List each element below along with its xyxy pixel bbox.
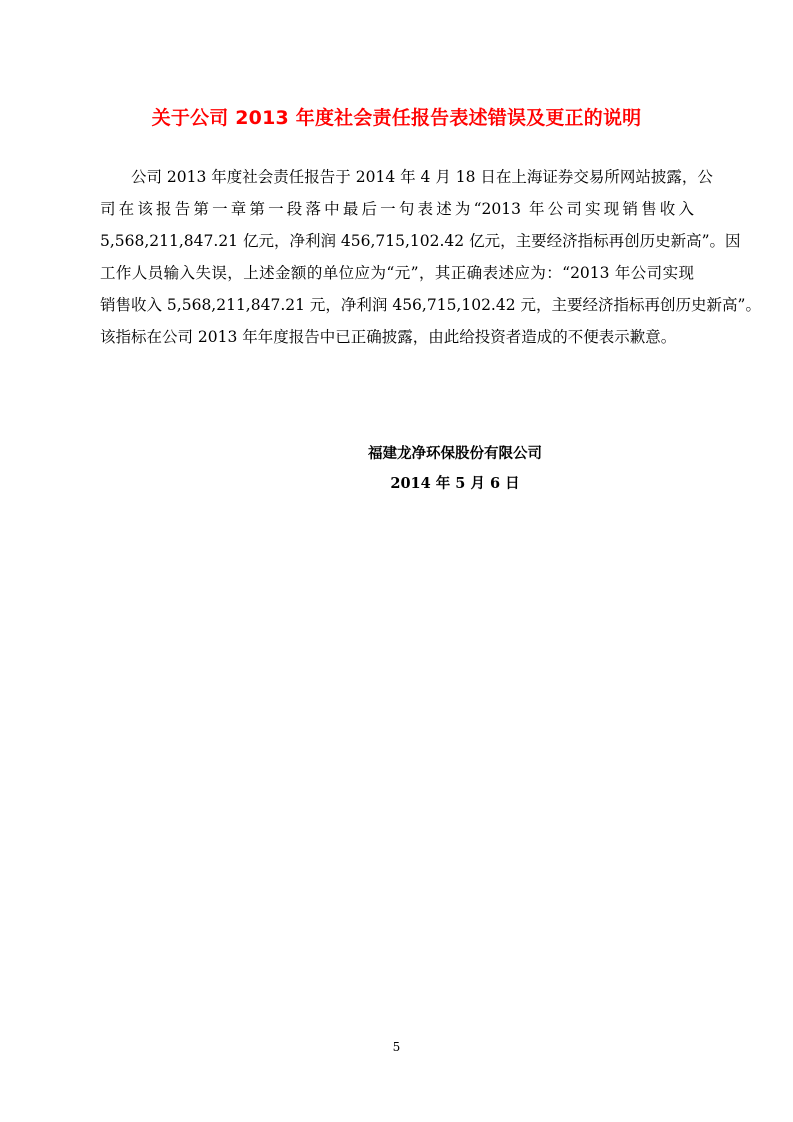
document-body bbox=[100, 161, 761, 353]
body-line-5: 销售收入 5,568,211,847.21 元，净利润 456,715,102.42 元，主要经济指标再创历史新高”。 bbox=[100, 296, 761, 314]
body-line-4: 工作人员输入失误，上述金额的单位应为“元”，其正确表述应为：“2013 年公司实现 bbox=[100, 264, 694, 282]
signature-company: 福建龙净环保股份有限公司 bbox=[368, 445, 542, 462]
document-title: 关于公司 2013 年度社会责任报告表述错误及更正的说明 bbox=[151, 107, 642, 129]
body-line-3: 5,568,211,847.21 亿元，净利润 456,715,102.42 亿元，主要经济指标再创历史新高”。因 bbox=[100, 232, 741, 250]
body-line-6: 该指标在公司 2013 年年度报告中已正确披露，由此给投资者造成的不便表示歉意。 bbox=[100, 328, 677, 346]
body-line-1: 公司 2013 年度社会责任报告于 2014 年 4 月 18 日在上海证券交易所网站披露，公 bbox=[131, 168, 713, 186]
signature-block bbox=[300, 439, 610, 499]
signature-date: 2014 年 5 月 6 日 bbox=[390, 475, 520, 492]
page-number: 5 bbox=[392, 1040, 401, 1054]
body-line-2: 司在该报告第一章第一段落中最后一句表述为“2013 年公司实现销售收入 bbox=[100, 200, 694, 218]
